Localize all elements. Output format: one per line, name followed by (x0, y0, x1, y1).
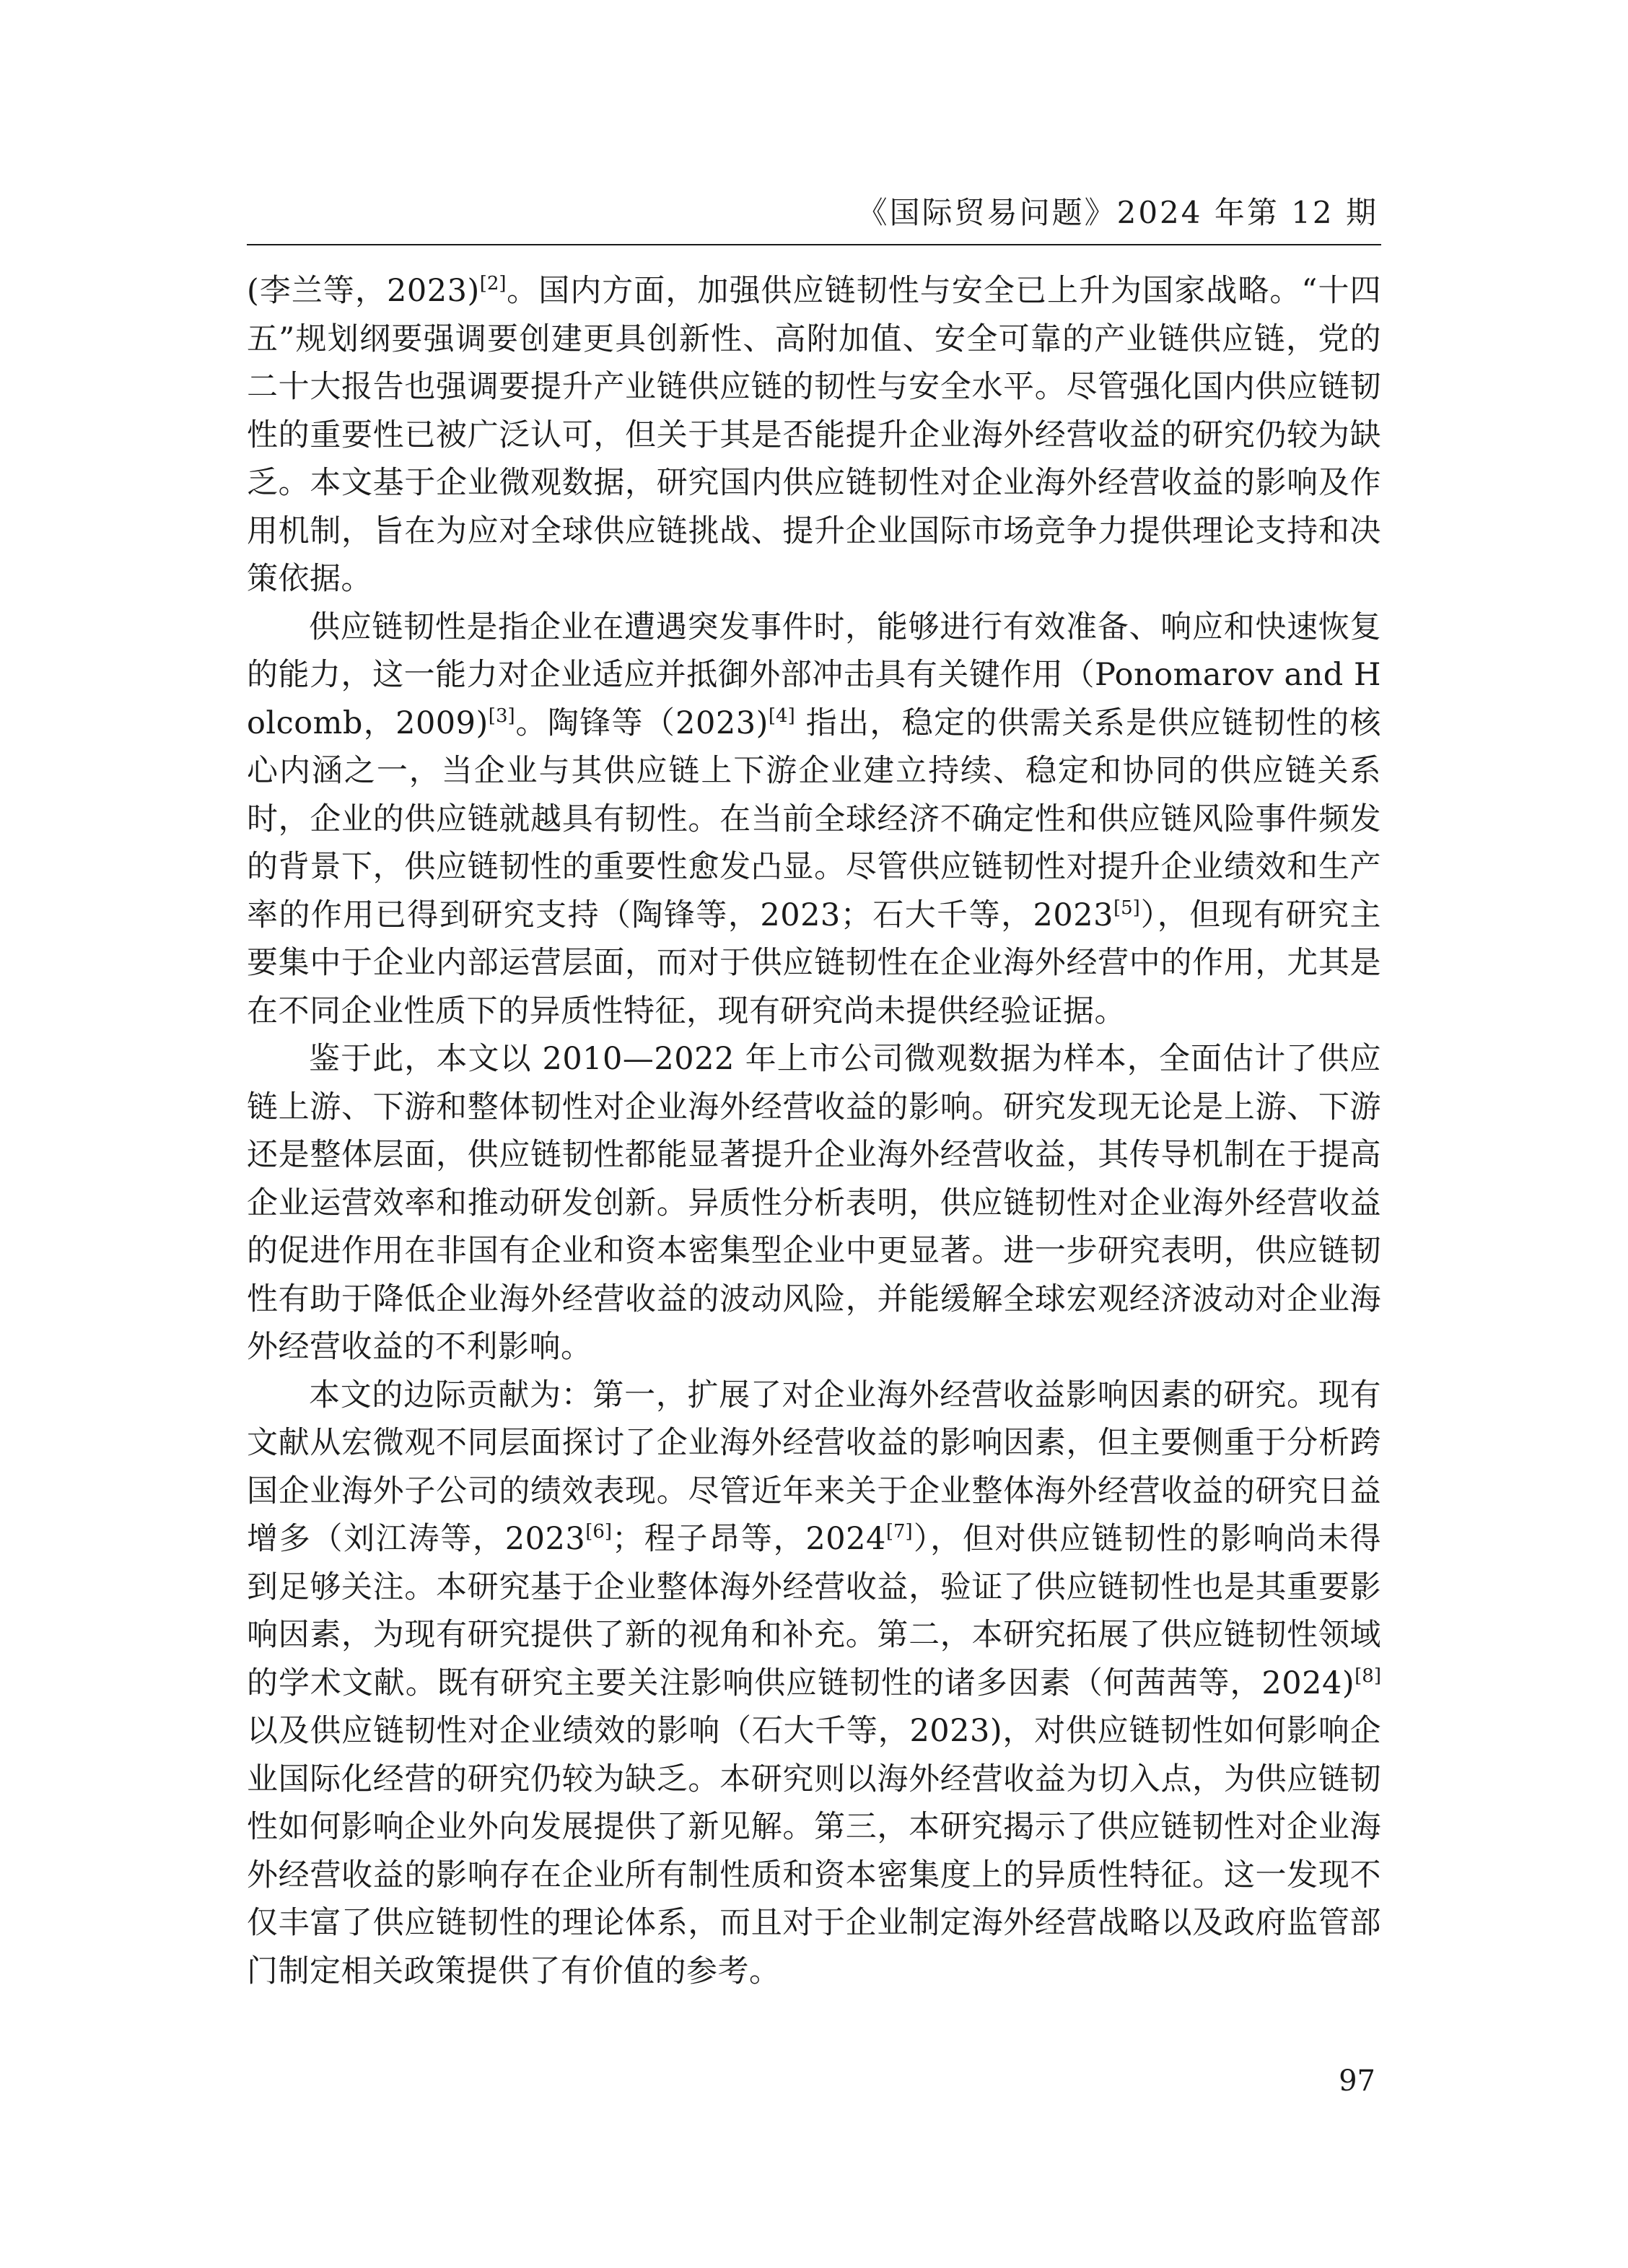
citation-reference: [2] (479, 273, 507, 295)
citation-reference: [7] (885, 1521, 913, 1543)
text-run: 。国内方面，加强供应链韧性与安全已上升为国家战略。“十四五”规划纲要强调要创建更具创新性、高附加值、安全可靠的产业链供应链，党的二十大报告也强调要提升产业链供应链的韧性与安全水平。尽管强化国内供应链韧性的重要性已被广泛认可，但关于其是否能提升企业海外经营收益的研究仍较为缺乏。本文基于企业微观数据，研究国内供应链韧性对企业海外经营收益的影响及作用机制，旨在为应对全球供应链挑战、提升企业国际市场竞争力提供理论支持和决策依据。 (247, 273, 1382, 597)
running-header: 《国际贸易问题》2024 年第 12 期 (857, 195, 1378, 230)
citation-reference: [6] (585, 1521, 613, 1543)
page-number: 97 (1339, 2064, 1375, 2098)
citation-reference: [5] (1113, 897, 1140, 919)
text-run: (李兰等，2023) (247, 273, 480, 309)
paragraph (247, 1035, 1381, 1371)
text-run: ；程子昂等，2024 (612, 1521, 886, 1557)
citation-reference: [4] (768, 705, 795, 727)
text-run: 。陶锋等（2023) (515, 705, 769, 741)
paragraph (247, 603, 1381, 1036)
citation-reference: [8] (1355, 1665, 1381, 1687)
text-run: 本文的边际贡献为：第一，扩展了对企业海外经营收益影响因素的研究。现有文献从宏微观不同层面探讨了企业海外经营收益的影响因素，但主要侧重于分析跨国企业海外子公司的绩效表现。尽管近年来关于企业整体海外经营收益的研究日益增多（刘江涛等，2023 (247, 1377, 1381, 1557)
text-run: 以及供应链韧性对企业绩效的影响（石大千等，2023)，对供应链韧性如何影响企业国际化经营的研究仍较为缺乏。本研究则以海外经营收益为切入点，为供应链韧性如何影响企业外向发展提供了新见解。第三，本研究揭示了供应链韧性对企业海外经营收益的影响存在企业所有制性质和资本密集度上的异质性特征。这一发现不仅丰富了供应链韧性的理论体系，而且对于企业制定海外经营战略以及政府监管部门制定相关政策提供了有价值的参考。 (247, 1713, 1381, 1989)
paragraph (247, 1371, 1381, 1996)
text-run: 供应链韧性是指企业在遭遇突发事件时，能够进行有效准备、响应和快速恢复的能力，这一能力对企业适应并抵御外部冲击具有关键作用（Ponomarov and Holcomb，2009) (247, 609, 1381, 741)
header-rule (247, 244, 1381, 245)
text-run: ），但现有研究主要集中于企业内部运营层面，而对于供应链韧性在企业海外经营中的作用，尤其是在不同企业性质下的异质性特征，现有研究尚未提供经验证据。 (247, 897, 1382, 1029)
text-run: 鉴于此，本文以 2010—2022 年上市公司微观数据为样本，全面估计了供应链上游、下游和整体韧性对企业海外经营收益的影响。研究发现无论是上游、下游还是整体层面，供应链韧性都能显著提升企业海外经营收益，其传导机制在于提高企业运营效率和推动研发创新。异质性分析表明，供应链韧性对企业海外经营收益的促进作用在非国有企业和资本密集型企业中更显著。进一步研究表明，供应链韧性有助于降低企业海外经营收益的波动风险，并能缓解全球宏观经济波动对企业海外经营收益的不利影响。 (247, 1041, 1381, 1365)
article-body (247, 267, 1381, 1995)
text-run: ），但对供应链韧性的影响尚未得到足够关注。本研究基于企业整体海外经营收益，验证了供应链韧性也是其重要影响因素，为现有研究提供了新的视角和补充。第二，本研究拓展了供应链韧性领域的学术文献。既有研究主要关注影响供应链韧性的诸多因素（何茜茜等，2024) (247, 1521, 1382, 1701)
citation-reference: [3] (488, 705, 515, 727)
text-run: 指出，稳定的供需关系是供应链韧性的核心内涵之一，当企业与其供应链上下游企业建立持续、稳定和协同的供应链关系时，企业的供应链就越具有韧性。在当前全球经济不确定性和供应链风险事件频发的背景下，供应链韧性的重要性愈发凸显。尽管供应链韧性对提升企业绩效和生产率的作用已得到研究支持（陶锋等，2023；石大千等，2023 (247, 705, 1381, 933)
paragraph (247, 267, 1381, 603)
